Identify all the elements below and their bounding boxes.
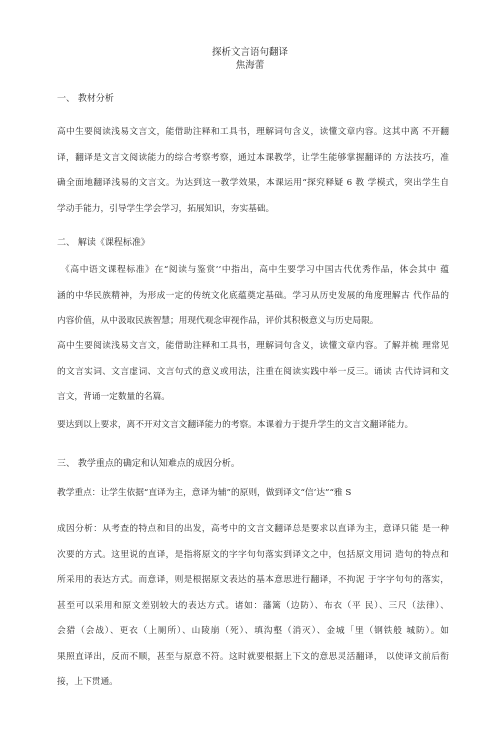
text-line: 译，翻译是文言文阅读能力的综合考察考察，通过本课教学，让学生能够掌握翻译的 方法技巧，准 [57, 152, 449, 163]
text-line: 会猎（会战）、更衣（上厕所）、山陵崩（死）、填沟壑（消灭）、金城「里（钢铁般 城防）。如 [57, 626, 449, 636]
text-line: 涵的中华民族精神，为形成一定的传统文化底蕴奠定基础。学习从历史发展的角度理解古 代作品的 [57, 290, 449, 301]
text-line: 所采用的表达方式。而意译，则是根据原文表达的基本意思进行翻译，不拘泥 于字字句句的落实， [57, 575, 449, 585]
text-line: 教学重点：让学生依据“直译为主，意译为辅”的原则，做到译文“信’达”“雅 S [57, 488, 352, 498]
section2-paragraph-2 [57, 334, 449, 411]
text-line: 确全面地翻译浅易的文言文。为达到这一教学效果，本课运用“探究释疑 6 教 学模式，突出学生自 [57, 178, 449, 188]
text-line: 的文言实词、文言虚词、文言句式的意义或用法，注重在阅读实践中举一反三。诵读 古代诗词和文 [57, 366, 449, 377]
text-line: 高中生要阅读浅易文言文，能借助注释和工具书，理解词句含义，读懂文章内容。这其中离 不开翻 [57, 127, 449, 137]
text-line: 高中生要阅读浅易文言文，能借助注释和工具书，理解词句含义，读懂文章内容。了解并梳 理常见 [57, 341, 449, 351]
section1-paragraph-1 [57, 120, 449, 222]
section-heading-2: 二、 解读《课程标准》 [57, 238, 150, 248]
section2-paragraph-3 [57, 413, 449, 439]
text-line: 接，上下贯通。 [57, 677, 118, 687]
document-title: 探析文言语句翻译 [211, 47, 288, 58]
text-line: 甚至可以采用和原文差别较大的表达方式。诸如：藩篱（边防）、布衣（平 民）、三尺（法律）、 [57, 600, 449, 611]
text-line: 言文，背诵一定数量的名篇。 [57, 392, 170, 402]
cause-analysis-paragraph [57, 517, 449, 696]
text-line: 次要的方式。这里说的直译，是指将原文的字字句句落实到译文之中，包括原文用词 造句的特点和 [57, 549, 449, 560]
section2-paragraph-1 [57, 258, 449, 335]
section-heading-1: 一、 教材分析 [57, 94, 114, 104]
text-line: 成因分析：从考查的特点和目的出发，高考中的文言文翻译总是要求以直译为主，意译只能 是一种 [57, 524, 449, 534]
section-heading-3: 三、 教学重点的确定和认知难点的成因分析。 [57, 459, 240, 469]
text-line: 内容价值，从中汲取民族智慧；用现代观念审视作品，评价其积极意义与历史局限。 [57, 316, 379, 326]
teaching-focus-paragraph [57, 481, 449, 507]
text-line: 学动手能力，引导学生学会学习，拓展知识，夯实基础。 [57, 203, 275, 214]
text-line: 《高中语文课程标准》在“阅读与鉴赏’’中指出，高中生要学习中国古代优秀作品，体会其中 蕴 [61, 265, 449, 275]
text-line: 果照直译出，反而不顺，甚至与原意不符。这时就要根据上下文的意思灵活翻译， 以使译文前后衔 [57, 651, 449, 662]
text-line: 要达到以上要求，离不开对文言文翻译能力的考察。本课着力于提升学生的文言文翻译能力。 [57, 420, 414, 430]
author-name: 焦海蕾 [235, 60, 265, 71]
